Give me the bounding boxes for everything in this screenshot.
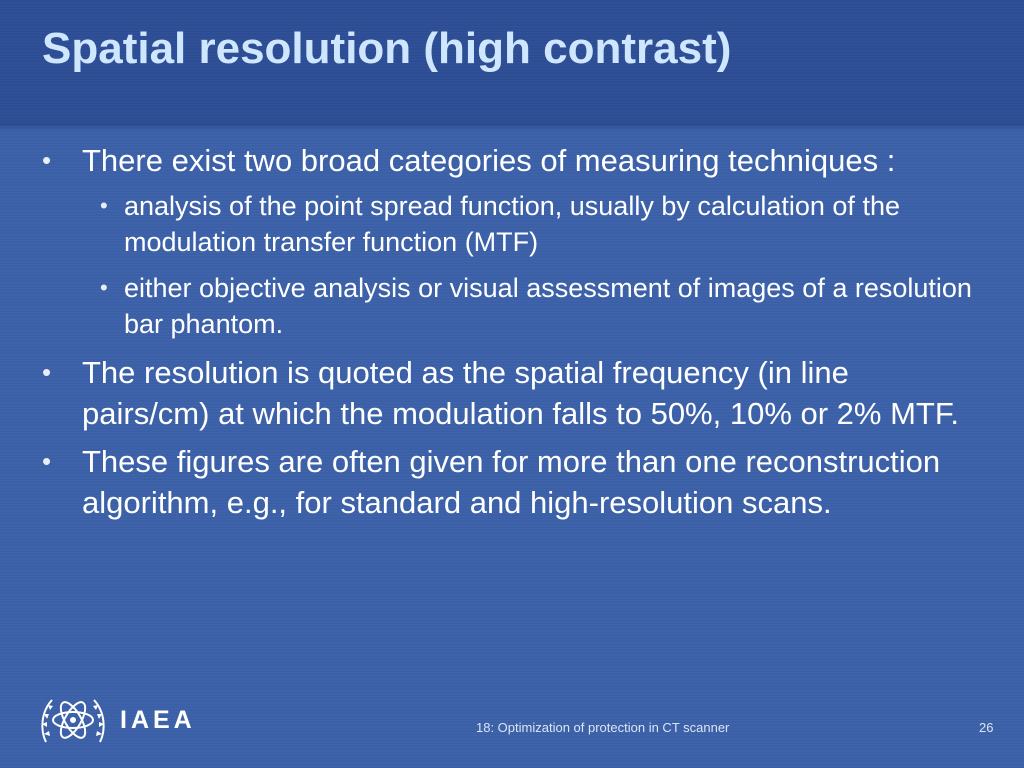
bullet-text: These figures are often given for more than one reconstruction algorithm, e.g., for standard and high-resolution scans. (82, 444, 941, 520)
sub-bullet-item (82, 270, 982, 342)
sub-bullet-item (82, 188, 982, 260)
bullet-icon: • (100, 275, 108, 300)
bullet-icon: • (100, 193, 108, 218)
page-number: 26 (979, 720, 994, 735)
bullet-icon: • (42, 145, 52, 175)
footer-course-title: 18: Optimization of protection in CT scanner (476, 720, 730, 735)
bullet-item (42, 352, 982, 434)
slide-title: Spatial resolution (high contrast) (42, 24, 732, 73)
bullet-icon: • (42, 357, 52, 387)
bullet-item (42, 441, 982, 523)
sub-bullet-text: either objective analysis or visual assessment of images of a resolution bar phantom. (124, 273, 972, 339)
iaea-logo-icon (38, 690, 108, 750)
bullet-item (42, 140, 982, 181)
slide-body (42, 140, 982, 530)
bullet-icon: • (42, 446, 52, 476)
sub-bullet-text: analysis of the point spread function, usually by calculation of the modulation transfer function (MTF) (124, 191, 900, 257)
bullet-text: The resolution is quoted as the spatial frequency (in line pairs/cm) at which the modulation falls to 50%, 10% or 2% MTF. (82, 355, 959, 431)
bullet-text: There exist two broad categories of measuring techniques : (82, 143, 896, 178)
org-name: IAEA (120, 706, 196, 734)
